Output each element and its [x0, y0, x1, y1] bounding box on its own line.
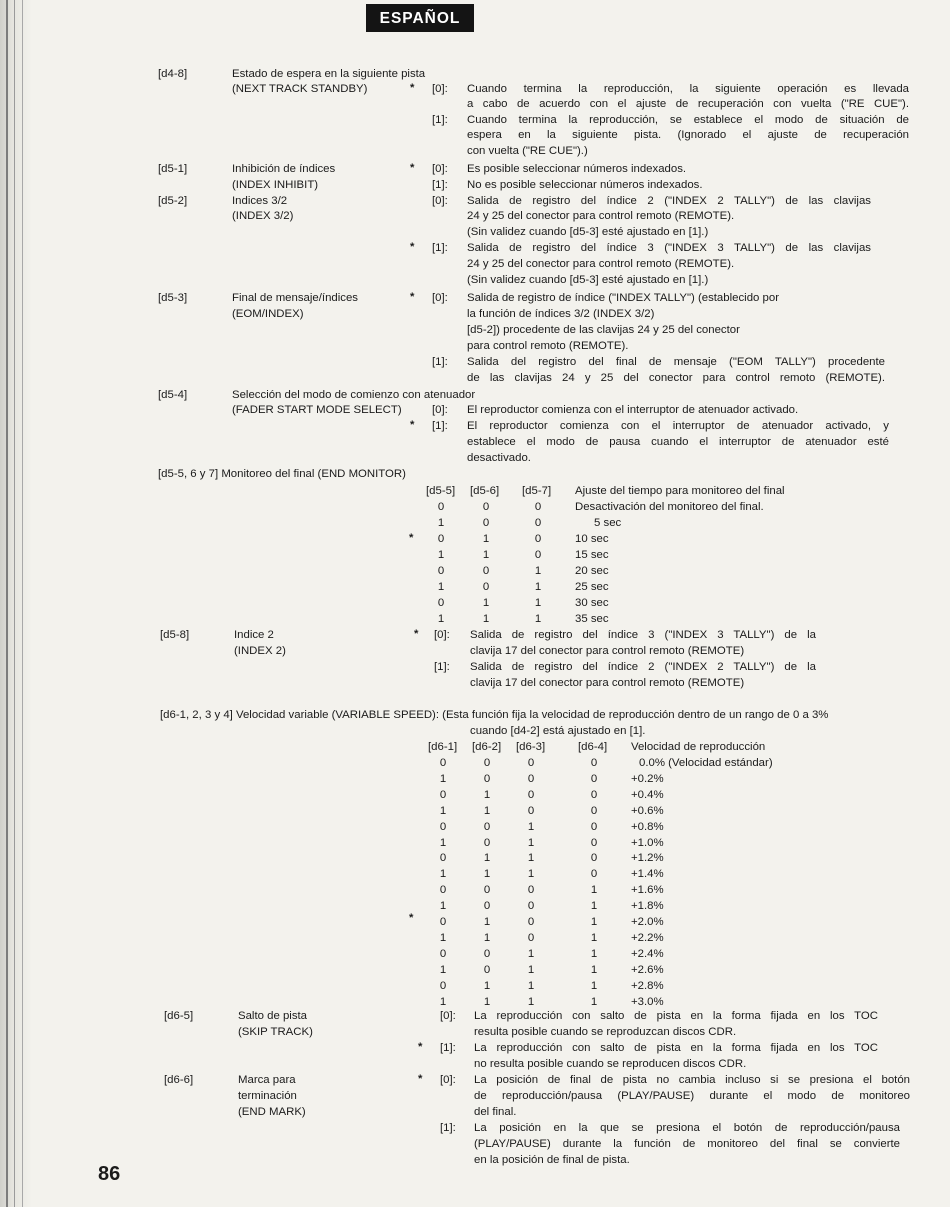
table-cell: 0: [482, 501, 490, 513]
table-cell: 1: [527, 836, 535, 849]
table-cell: +2.0%: [631, 916, 664, 928]
table-cell: 0: [590, 836, 598, 849]
text-line: (END MARK): [238, 1106, 306, 1118]
text-line: [d6-1]: [428, 741, 458, 753]
default-marker: *: [409, 532, 414, 544]
text-line: [d6-3]: [516, 741, 546, 753]
table-cell: 0: [590, 788, 598, 801]
table-cell: 0: [534, 533, 542, 545]
table-cell: 0: [439, 884, 447, 897]
table-cell: 0: [482, 581, 490, 593]
table-cell: +2.2%: [631, 931, 664, 944]
table-cell: 1: [527, 995, 535, 1008]
text-line: de reproducción/pausa (PLAY/PAUSE) durante el modo de monitoreo: [474, 1090, 910, 1102]
table-cell: 1: [439, 772, 447, 785]
text-line: 0.0% (Velocidad estándar): [639, 757, 773, 769]
table-cell: +1.8%: [631, 900, 664, 913]
text-line: Velocidad de reproducción: [631, 741, 766, 753]
text-line: No es posible seleccionar números indexados.: [467, 179, 703, 191]
text-line: [d5-1]: [158, 163, 188, 175]
table-cell: 1: [437, 581, 445, 593]
text-line: para control remoto (REMOTE).: [467, 340, 629, 352]
text-line: 20 sec: [575, 565, 609, 577]
table-cell: 0: [534, 501, 542, 513]
page-binding-shadow: [0, 0, 32, 1207]
table-cell: 0: [439, 852, 447, 865]
table-cell: +0.6%: [631, 804, 664, 817]
table-cell: 0: [439, 820, 447, 833]
text-line: [0]:: [434, 629, 450, 641]
default-marker: *: [409, 912, 414, 924]
text-line: [0]:: [432, 163, 448, 175]
text-line: en la posición de final de pista.: [474, 1154, 630, 1166]
table-cell: 0: [590, 757, 598, 769]
text-line: 15 sec: [575, 549, 609, 561]
table-cell: 1: [437, 549, 445, 561]
text-line: Indice 2: [234, 629, 274, 641]
text-line: (Sin validez cuando [d5-3] esté ajustado en [1].): [467, 226, 709, 238]
text-line: El reproductor comienza con el interruptor de atenuador activado, y: [467, 420, 889, 432]
table-cell: 0: [590, 772, 598, 785]
text-line: la función de índices 3/2 (INDEX 3/2): [467, 308, 655, 320]
table-cell: 1: [483, 995, 491, 1008]
table-cell: 0: [439, 788, 447, 801]
text-line: de las clavijas 24 y 25 del conector para control remoto (REMOTE).: [467, 372, 885, 384]
table-cell: 1: [534, 581, 542, 593]
text-line: [d5-8]: [160, 629, 190, 641]
text-line: del final.: [474, 1106, 517, 1118]
table-cell: 1: [483, 916, 491, 928]
text-line: [0]:: [432, 292, 448, 304]
text-line: [d5-5, 6 y 7] Monitoreo del final (END MONITOR): [158, 468, 406, 480]
text-line: Cuando termina la reproducción, la siguiente operación es llevada: [467, 83, 909, 95]
default-marker: *: [418, 1041, 423, 1053]
text-line: [1]:: [432, 242, 448, 254]
text-line: clavija 17 del conector para control remoto (REMOTE): [470, 677, 745, 689]
table-cell: 1: [483, 804, 491, 817]
table-cell: 1: [439, 868, 447, 881]
table-cell: 1: [527, 963, 535, 976]
text-line: 10 sec: [575, 533, 609, 545]
text-line: Salida del registro del final de mensaje ("EOM TALLY") procedente: [467, 356, 885, 368]
text-line: establece el modo de pausa cuando el interruptor de atenuador esté: [467, 436, 889, 448]
text-line: Final de mensaje/índices: [232, 292, 358, 304]
text-line: a cabo de acuerdo con el ajuste de recuperación con vuelta ("RE CUE").: [467, 98, 909, 110]
binding-edge-line: [6, 0, 8, 1207]
table-cell: 0: [437, 533, 445, 545]
text-line: La posición en la que se presiona el botón de reproducción/pausa: [474, 1122, 900, 1134]
default-marker: *: [418, 1073, 423, 1085]
text-line: Selección del modo de comienzo con atenuador: [232, 389, 476, 401]
text-line: [d5-2]: [158, 195, 188, 207]
table-cell: 1: [437, 517, 445, 529]
table-cell: 1: [482, 549, 490, 561]
table-cell: 0: [439, 979, 447, 992]
table-cell: 0: [527, 757, 535, 769]
table-cell: 1: [482, 597, 490, 609]
text-line: La reproducción con salto de pista en la forma fijada en los TOC: [474, 1042, 878, 1054]
text-line: [1]:: [432, 420, 448, 432]
table-cell: 1: [590, 963, 598, 976]
table-cell: +2.4%: [631, 947, 664, 960]
table-cell: 0: [482, 517, 490, 529]
text-line: [d5-7]: [522, 485, 552, 497]
table-cell: 1: [590, 995, 598, 1008]
text-line: Inhibición de índices: [232, 163, 336, 175]
table-cell: 1: [439, 804, 447, 817]
text-line: [d5-5]: [426, 485, 456, 497]
table-cell: 1: [534, 597, 542, 609]
text-line: espera en la siguiente pista. (Ignorado el ajuste de recuperación: [467, 129, 909, 141]
table-cell: 1: [482, 613, 490, 625]
table-cell: +0.4%: [631, 788, 664, 801]
table-cell: 0: [439, 916, 447, 928]
table-cell: 1: [439, 995, 447, 1008]
text-line: cuando [d4-2] está ajustado en [1].: [470, 725, 646, 737]
table-cell: 0: [534, 549, 542, 561]
table-cell: 1: [483, 852, 491, 865]
table-cell: 0: [590, 820, 598, 833]
table-cell: 0: [527, 931, 535, 944]
text-line: Salida de registro del índice 2 ("INDEX 2 TALLY") de la: [470, 661, 816, 673]
table-cell: +2.6%: [631, 963, 664, 976]
table-cell: 1: [483, 979, 491, 992]
text-line: 25 sec: [575, 581, 609, 593]
text-line: [0]:: [432, 195, 448, 207]
table-cell: 1: [590, 884, 598, 897]
table-cell: 1: [527, 820, 535, 833]
table-cell: 0: [527, 916, 535, 928]
table-cell: 0: [439, 757, 447, 769]
table-cell: 0: [590, 868, 598, 881]
text-line: terminación: [238, 1090, 297, 1102]
table-cell: 0: [439, 947, 447, 960]
text-line: (INDEX INHIBIT): [232, 179, 319, 191]
table-cell: 1: [534, 565, 542, 577]
text-line: (Sin validez cuando [d5-3] esté ajustado en [1].): [467, 274, 709, 286]
text-line: Marca para: [238, 1074, 296, 1086]
text-line: Salida de registro del índice 3 ("INDEX 3 TALLY") de las clavijas: [467, 242, 871, 254]
text-line: Cuando termina la reproducción, se establece el modo de situación de: [467, 114, 909, 126]
table-cell: 1: [483, 868, 491, 881]
table-cell: 0: [437, 565, 445, 577]
table-cell: 1: [590, 931, 598, 944]
text-line: [d5-3]: [158, 292, 188, 304]
table-cell: 0: [483, 963, 491, 976]
text-line: 30 sec: [575, 597, 609, 609]
table-cell: +3.0%: [631, 995, 664, 1008]
text-line: no resulta posible cuando se reproducen discos CDR.: [474, 1058, 747, 1070]
table-cell: 1: [590, 916, 598, 928]
text-line: [0]:: [432, 404, 448, 416]
text-line: 24 y 25 del conector para control remoto (REMOTE).: [467, 258, 735, 270]
table-cell: 0: [437, 597, 445, 609]
text-line: (NEXT TRACK STANDBY): [232, 83, 368, 95]
text-line: (INDEX 2): [234, 645, 286, 657]
text-line: [1]:: [440, 1042, 456, 1054]
text-line: Ajuste del tiempo para monitoreo del final: [575, 485, 785, 497]
table-cell: +1.2%: [631, 852, 664, 865]
text-line: La reproducción con salto de pista en la forma fijada en los TOC: [474, 1010, 878, 1022]
table-cell: 1: [439, 900, 447, 913]
text-line: Salida de registro del índice 3 ("INDEX 3 TALLY") de la: [470, 629, 816, 641]
text-line: (INDEX 3/2): [232, 210, 294, 222]
text-line: [1]:: [432, 179, 448, 191]
table-cell: 1: [534, 613, 542, 625]
text-line: [d6-4]: [578, 741, 608, 753]
default-marker: *: [410, 419, 415, 431]
table-cell: 1: [527, 852, 535, 865]
text-line: [1]:: [440, 1122, 456, 1134]
table-cell: 0: [483, 757, 491, 769]
table-cell: 0: [527, 804, 535, 817]
binding-edge-line: [22, 0, 23, 1207]
text-line: [1]:: [432, 114, 448, 126]
text-line: (PLAY/PAUSE) durante la función de monitoreo del final se convierte: [474, 1138, 900, 1150]
text-line: [d5-2]) procedente de las clavijas 24 y 25 del conector: [467, 324, 740, 336]
text-line: con vuelta ("RE CUE").): [467, 145, 588, 157]
table-cell: 0: [590, 804, 598, 817]
text-line: [d6-1, 2, 3 y 4] Velocidad variable (VARIABLE SPEED): (Esta función fija la velocidad de reproducción dentro de un rango de 0 a 3%: [160, 709, 829, 721]
table-cell: 1: [439, 963, 447, 976]
table-cell: 0: [483, 836, 491, 849]
text-line: desactivado.: [467, 452, 531, 464]
binding-edge-line: [14, 0, 15, 1207]
text-line: [d6-6]: [164, 1074, 194, 1086]
table-cell: +0.8%: [631, 820, 664, 833]
text-line: [d5-4]: [158, 389, 188, 401]
text-line: resulta posible cuando se reproduzcan discos CDR.: [474, 1026, 737, 1038]
text-line: Salida de registro del índice 2 ("INDEX 2 TALLY") de las clavijas: [467, 195, 871, 207]
text-line: [1]:: [432, 356, 448, 368]
text-line: (FADER START MODE SELECT): [232, 404, 402, 416]
default-marker: *: [414, 628, 419, 640]
default-marker: *: [410, 82, 415, 94]
default-marker: *: [410, 162, 415, 174]
table-cell: 1: [482, 533, 490, 545]
text-line: (SKIP TRACK): [238, 1026, 313, 1038]
text-line: [d6-5]: [164, 1010, 194, 1022]
text-line: Indices 3/2: [232, 195, 288, 207]
default-marker: *: [410, 241, 415, 253]
table-cell: 1: [439, 836, 447, 849]
text-line: [1]:: [434, 661, 450, 673]
text-line: Desactivación del monitoreo del final.: [575, 501, 764, 513]
text-line: [d5-6]: [470, 485, 500, 497]
table-cell: 0: [483, 884, 491, 897]
table-cell: 1: [483, 788, 491, 801]
text-line: 5 sec: [594, 517, 622, 529]
table-cell: 0: [527, 772, 535, 785]
table-cell: 1: [590, 979, 598, 992]
text-line: [0]:: [440, 1074, 456, 1086]
text-line: [0]:: [432, 83, 448, 95]
text-line: Salto de pista: [238, 1010, 308, 1022]
text-line: [d6-2]: [472, 741, 502, 753]
table-cell: 0: [527, 788, 535, 801]
table-cell: +1.4%: [631, 868, 664, 881]
language-header-tab: ESPAÑOL: [366, 4, 474, 32]
table-cell: 1: [527, 868, 535, 881]
page-number: 86: [98, 1163, 121, 1185]
table-cell: 0: [483, 772, 491, 785]
table-cell: +0.2%: [631, 772, 664, 785]
table-cell: 1: [439, 931, 447, 944]
text-line: 24 y 25 del conector para control remoto (REMOTE).: [467, 210, 735, 222]
text-line: [d4-8]: [158, 68, 188, 80]
default-marker: *: [410, 291, 415, 303]
text-line: Estado de espera en la siguiente pista: [232, 68, 426, 80]
table-cell: 1: [437, 613, 445, 625]
text-line: clavija 17 del conector para control remoto (REMOTE): [470, 645, 745, 657]
text-line: 35 sec: [575, 613, 609, 625]
table-cell: 0: [437, 501, 445, 513]
text-line: [0]:: [440, 1010, 456, 1022]
table-cell: 1: [590, 947, 598, 960]
table-cell: 0: [527, 900, 535, 913]
table-cell: 0: [483, 820, 491, 833]
text-line: La posición de final de pista no cambia incluso si se presiona el botón: [474, 1074, 910, 1086]
table-cell: +1.0%: [631, 836, 664, 849]
table-cell: 1: [590, 900, 598, 913]
text-line: (EOM/INDEX): [232, 308, 304, 320]
table-cell: 0: [534, 517, 542, 529]
text-line: El reproductor comienza con el interruptor de atenuador activado.: [467, 404, 799, 416]
table-cell: +1.6%: [631, 884, 664, 897]
table-cell: 1: [527, 947, 535, 960]
table-cell: 0: [483, 947, 491, 960]
text-line: Es posible seleccionar números indexados.: [467, 163, 687, 175]
table-cell: 0: [527, 884, 535, 897]
table-cell: 0: [483, 900, 491, 913]
text-line: Salida de registro de índice ("INDEX TALLY") (establecido por: [467, 292, 779, 304]
table-cell: 0: [482, 565, 490, 577]
table-cell: 1: [527, 979, 535, 992]
table-cell: +2.8%: [631, 979, 664, 992]
table-cell: 0: [590, 852, 598, 865]
table-cell: 1: [483, 931, 491, 944]
